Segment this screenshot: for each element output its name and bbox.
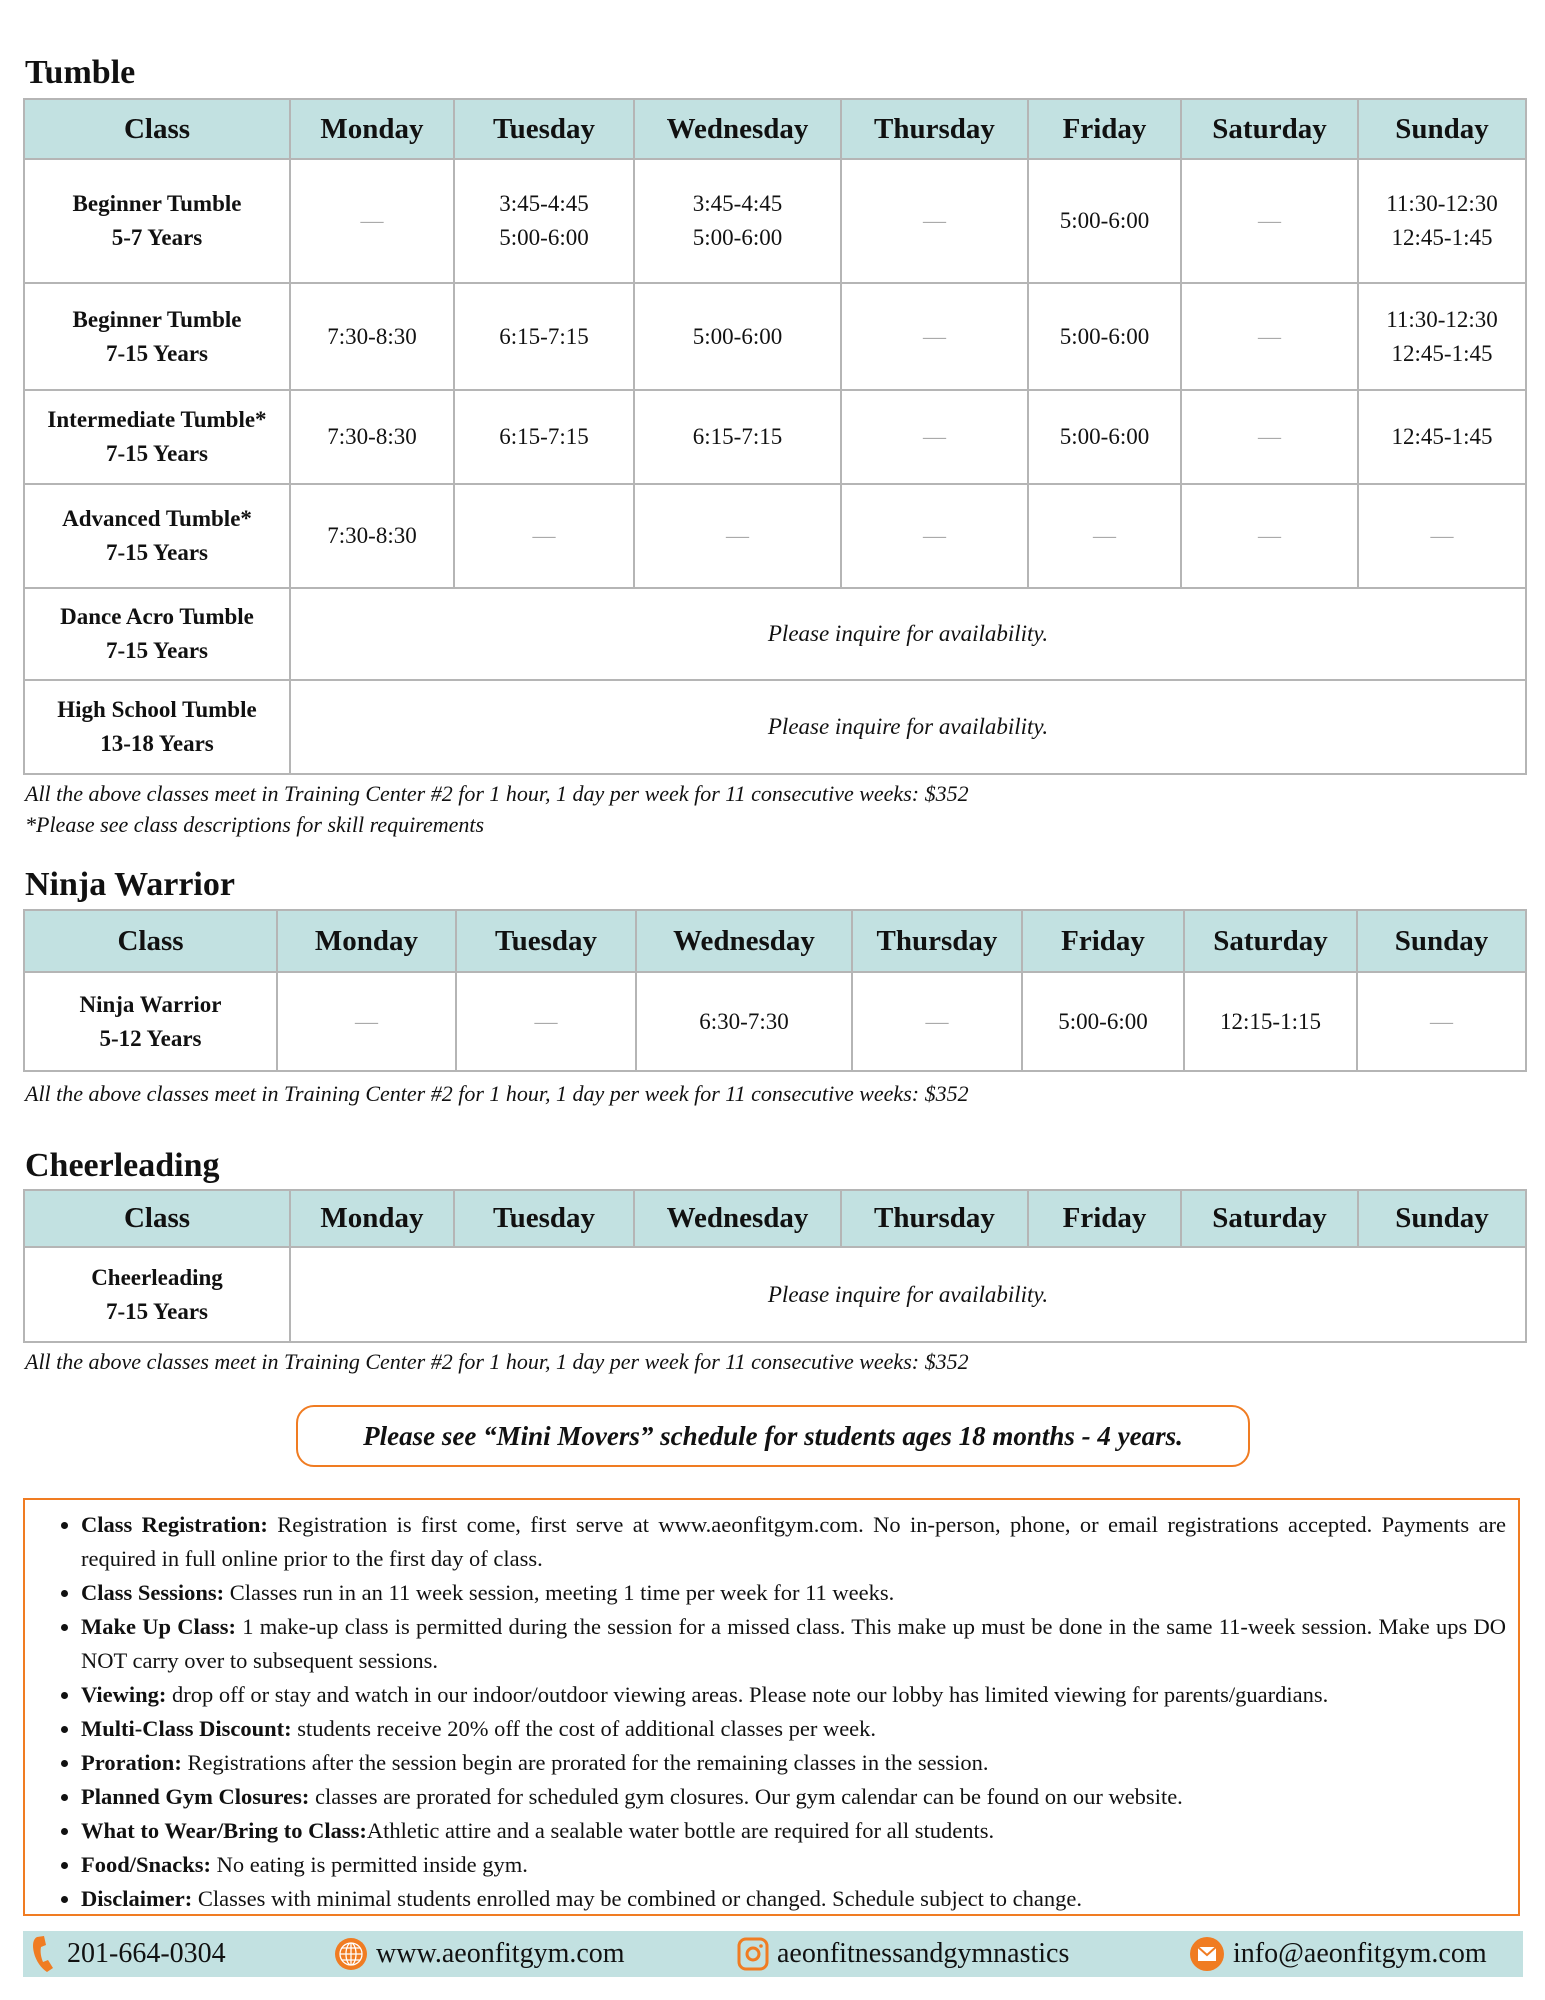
no-class-dash: — [923, 523, 946, 548]
policies-box [23, 1498, 1520, 1916]
ninja-schedule-table [23, 909, 1527, 1072]
policy-label: Make Up Class: [81, 1614, 237, 1639]
class-name-line: 7-15 Years [106, 1298, 208, 1324]
class-name-line: 5-7 Years [111, 225, 203, 250]
class-name-line: 7-15 Years [106, 441, 208, 466]
policy-text: Athletic attire and a sealable water bottle are required for all students. [366, 1818, 995, 1843]
time-slot: 11:30-12:30 [1386, 191, 1498, 216]
class-name-line: Ninja Warrior [79, 991, 222, 1017]
class-name-line: Beginner Tumble [72, 191, 242, 216]
no-class-cell [456, 972, 636, 1071]
no-class-cell [290, 159, 454, 283]
class-name-line: 13-18 Years [100, 731, 214, 756]
time-slot: 12:45-1:45 [1391, 340, 1493, 366]
no-class-cell [454, 484, 634, 588]
policy-item [81, 1848, 1506, 1882]
class-name-line: 7-15 Years [106, 638, 208, 663]
time-slot-cell [1022, 972, 1184, 1071]
time-slot: 6:30-7:30 [699, 1008, 789, 1034]
ninja-note-price: All the above classes meet in Training Center #2 for 1 hour, 1 day per week for 11 consecutive weeks: $352 [25, 1081, 969, 1106]
email-icon [1189, 1936, 1225, 1972]
time-slot: 7:30-8:30 [327, 424, 417, 449]
no-class-cell [1181, 283, 1358, 390]
column-header-sunday: Sunday [1358, 1190, 1526, 1247]
class-name-line: High School Tumble [57, 697, 257, 722]
column-header-thursday: Thursday [841, 1190, 1028, 1247]
time-slot: 3:45-4:45 [499, 191, 589, 216]
no-class-cell [1181, 159, 1358, 283]
no-class-cell [841, 484, 1028, 588]
availability-note: Please inquire for availability. [290, 588, 1526, 680]
globe-icon [334, 1937, 368, 1971]
class-name-line: Cheerleading [91, 1264, 223, 1290]
mini-movers-callout: Please see “Mini Movers” schedule for students ages 18 months - 4 years. [296, 1405, 1250, 1467]
footer-website[interactable] [334, 1931, 625, 1977]
no-class-dash: — [1258, 323, 1281, 349]
policy-item [81, 1508, 1506, 1576]
column-header-friday: Friday [1028, 99, 1181, 159]
no-class-dash: — [923, 424, 946, 449]
class-name-cell [24, 680, 290, 774]
class-name-cell [24, 1247, 290, 1342]
no-class-cell [841, 390, 1028, 484]
no-class-dash: — [532, 523, 556, 548]
time-slot-cell [1358, 283, 1526, 390]
class-name-line: 5-12 Years [99, 1025, 202, 1051]
column-header-class: Class [24, 910, 277, 972]
time-slot: 6:15-7:15 [499, 424, 589, 449]
policy-item [81, 1678, 1506, 1712]
no-class-cell [1357, 972, 1526, 1071]
time-slot: 5:00-6:00 [1058, 1008, 1148, 1034]
time-slot: 12:45-1:45 [1391, 225, 1493, 250]
table-row [24, 159, 1526, 283]
column-header-tuesday: Tuesday [454, 1190, 634, 1247]
time-slot-cell [636, 972, 852, 1071]
class-name-line: Beginner Tumble [72, 306, 242, 332]
time-slot-cell [1358, 159, 1526, 283]
class-name-cell [24, 484, 290, 588]
no-class-dash: — [355, 1008, 378, 1034]
time-slot-cell [1028, 390, 1181, 484]
time-slot-cell [454, 159, 634, 283]
email-address[interactable]: info@aeonfitgym.com [1233, 1938, 1487, 1969]
table-row [24, 588, 1526, 680]
time-slot: 7:30-8:30 [327, 523, 417, 548]
no-class-cell [852, 972, 1022, 1071]
time-slot-cell [634, 390, 841, 484]
policy-text: Classes run in an 11 week session, meeting 1 time per week for 11 weeks. [224, 1580, 895, 1605]
table-row [24, 680, 1526, 774]
cheer-note-price: All the above classes meet in Training Center #2 for 1 hour, 1 day per week for 11 consecutive weeks: $352 [25, 1349, 969, 1374]
column-header-saturday: Saturday [1181, 1190, 1358, 1247]
policy-text: Registrations after the session begin are prorated for the remaining classes in the session. [181, 1750, 989, 1775]
cheer-title: Cheerleading [25, 1147, 220, 1184]
time-slot: 5:00-6:00 [499, 225, 589, 250]
policy-text: students receive 20% off the cost of additional classes per week. [291, 1716, 877, 1741]
policies-list [25, 1508, 1506, 1916]
phone-icon [31, 1935, 59, 1973]
policy-text: Registration is first come, first serve at www.aeonfitgym.com. No in-person, phone, or email registrations accepted. Payments are required in full online prior to the first day of class. [81, 1512, 1506, 1571]
policy-item [81, 1814, 1506, 1848]
no-class-cell [1028, 484, 1181, 588]
policy-label: Proration: [81, 1750, 182, 1775]
time-slot: 11:30-12:30 [1386, 306, 1498, 332]
time-slot-cell [1028, 159, 1181, 283]
tumble-note-price: All the above classes meet in Training Center #2 for 1 hour, 1 day per week for 11 consecutive weeks: $352 [25, 781, 969, 806]
tumble-title: Tumble [25, 54, 136, 91]
table-header-row [24, 910, 1526, 972]
no-class-dash: — [726, 523, 749, 548]
policy-label: What to Wear/Bring to Class: [81, 1818, 367, 1843]
policy-text: 1 make-up class is permitted during the session for a missed class. This make up must be done in the same 11-week session. Make ups DO NOT carry over to subsequent sessions. [81, 1614, 1506, 1673]
column-header-thursday: Thursday [852, 910, 1022, 972]
column-header-thursday: Thursday [841, 99, 1028, 159]
no-class-cell [1181, 390, 1358, 484]
no-class-cell [1358, 484, 1526, 588]
time-slot: 5:00-6:00 [1059, 323, 1150, 349]
policy-label: Food/Snacks: [81, 1852, 212, 1877]
no-class-dash: — [1258, 208, 1281, 233]
time-slot: 6:15-7:15 [499, 323, 589, 349]
no-class-dash: — [1258, 424, 1281, 449]
policy-item [81, 1576, 1506, 1610]
tumble-note-skills: *Please see class descriptions for skill requirements [25, 812, 485, 837]
time-slot: 12:45-1:45 [1391, 424, 1493, 449]
time-slot: 5:00-6:00 [692, 225, 783, 250]
column-header-monday: Monday [290, 1190, 454, 1247]
no-class-cell [1181, 484, 1358, 588]
policy-label: Class Sessions: [81, 1580, 225, 1605]
no-class-dash: — [1430, 523, 1454, 548]
column-header-class: Class [24, 1190, 290, 1247]
website-link[interactable]: www.aeonfitgym.com [376, 1938, 625, 1969]
policy-label: Planned Gym Closures: [81, 1784, 310, 1809]
availability-note: Please inquire for availability. [290, 1247, 1526, 1342]
table-row [24, 484, 1526, 588]
column-header-sunday: Sunday [1357, 910, 1526, 972]
column-header-wednesday: Wednesday [634, 99, 841, 159]
no-class-cell [841, 283, 1028, 390]
tumble-schedule-table [23, 98, 1527, 775]
time-slot: 5:00-6:00 [692, 323, 783, 349]
phone-number: 201-664-0304 [67, 1938, 226, 1969]
policy-label: Class Registration: [81, 1512, 268, 1537]
no-class-dash: — [1258, 523, 1281, 548]
time-slot-cell [290, 390, 454, 484]
policy-item [81, 1712, 1506, 1746]
time-slot-cell [1184, 972, 1357, 1071]
time-slot-cell [290, 283, 454, 390]
time-slot-cell [290, 484, 454, 588]
no-class-dash: — [360, 208, 384, 233]
time-slot-cell [1028, 283, 1181, 390]
time-slot-cell [454, 283, 634, 390]
time-slot-cell [634, 283, 841, 390]
availability-note: Please inquire for availability. [290, 680, 1526, 774]
cheer-schedule-table [23, 1189, 1527, 1343]
policy-label: Multi-Class Discount: [81, 1716, 292, 1741]
policy-item [81, 1746, 1506, 1780]
no-class-dash: — [923, 323, 946, 349]
column-header-friday: Friday [1028, 1190, 1181, 1247]
footer-email[interactable] [1189, 1931, 1487, 1977]
table-row [24, 283, 1526, 390]
policy-item [81, 1882, 1506, 1916]
column-header-tuesday: Tuesday [454, 99, 634, 159]
policy-text: classes are prorated for scheduled gym closures. Our gym calendar can be found on our website. [309, 1784, 1183, 1809]
time-slot: 5:00-6:00 [1059, 208, 1150, 233]
table-header-row [24, 1190, 1526, 1247]
column-header-sunday: Sunday [1358, 99, 1526, 159]
class-name-cell [24, 588, 290, 680]
instagram-handle[interactable]: aeonfitnessandgymnastics [777, 1938, 1070, 1969]
table-row [24, 1247, 1526, 1342]
column-header-saturday: Saturday [1181, 99, 1358, 159]
no-class-cell [277, 972, 456, 1071]
no-class-cell [841, 159, 1028, 283]
class-name-line: Advanced Tumble* [62, 506, 252, 531]
no-class-dash: — [1430, 1008, 1453, 1034]
no-class-cell [634, 484, 841, 588]
footer-instagram[interactable] [737, 1931, 1069, 1977]
table-row [24, 972, 1526, 1071]
contact-footer [23, 1931, 1523, 1977]
time-slot-cell [454, 390, 634, 484]
column-header-saturday: Saturday [1184, 910, 1357, 972]
time-slot: 7:30-8:30 [327, 323, 417, 349]
column-header-wednesday: Wednesday [634, 1190, 841, 1247]
time-slot: 3:45-4:45 [692, 191, 783, 216]
table-row [24, 390, 1526, 484]
column-header-friday: Friday [1022, 910, 1184, 972]
no-class-dash: — [923, 208, 946, 233]
no-class-dash: — [534, 1008, 558, 1034]
class-name-cell [24, 972, 277, 1071]
policy-label: Disclaimer: [81, 1886, 193, 1911]
time-slot: 12:15-1:15 [1220, 1008, 1321, 1034]
no-class-dash: — [925, 1008, 949, 1034]
class-name-cell [24, 159, 290, 283]
class-name-cell [24, 390, 290, 484]
no-class-dash: — [1093, 523, 1116, 548]
column-header-monday: Monday [277, 910, 456, 972]
column-header-tuesday: Tuesday [456, 910, 636, 972]
ninja-title: Ninja Warrior [25, 866, 235, 903]
column-header-monday: Monday [290, 99, 454, 159]
policy-label: Viewing: [81, 1682, 167, 1707]
footer-phone[interactable] [31, 1931, 226, 1977]
instagram-icon [737, 1937, 769, 1971]
policy-item [81, 1610, 1506, 1678]
class-name-line: 7-15 Years [106, 540, 208, 565]
policy-text: Classes with minimal students enrolled may be combined or changed. Schedule subject to change. [192, 1886, 1083, 1911]
column-header-wednesday: Wednesday [636, 910, 852, 972]
class-name-line: Intermediate Tumble* [47, 407, 267, 432]
class-name-line: Dance Acro Tumble [60, 604, 254, 629]
time-slot: 6:15-7:15 [692, 424, 783, 449]
column-header-class: Class [24, 99, 290, 159]
class-name-line: 7-15 Years [106, 340, 208, 366]
time-slot-cell [1358, 390, 1526, 484]
policy-text: drop off or stay and watch in our indoor/outdoor viewing areas. Please note our lobby has limited viewing for parents/guardians. [166, 1682, 1329, 1707]
policy-text: No eating is permitted inside gym. [211, 1852, 528, 1877]
time-slot: 5:00-6:00 [1059, 424, 1150, 449]
table-header-row [24, 99, 1526, 159]
time-slot-cell [634, 159, 841, 283]
policy-item [81, 1780, 1506, 1814]
class-name-cell [24, 283, 290, 390]
